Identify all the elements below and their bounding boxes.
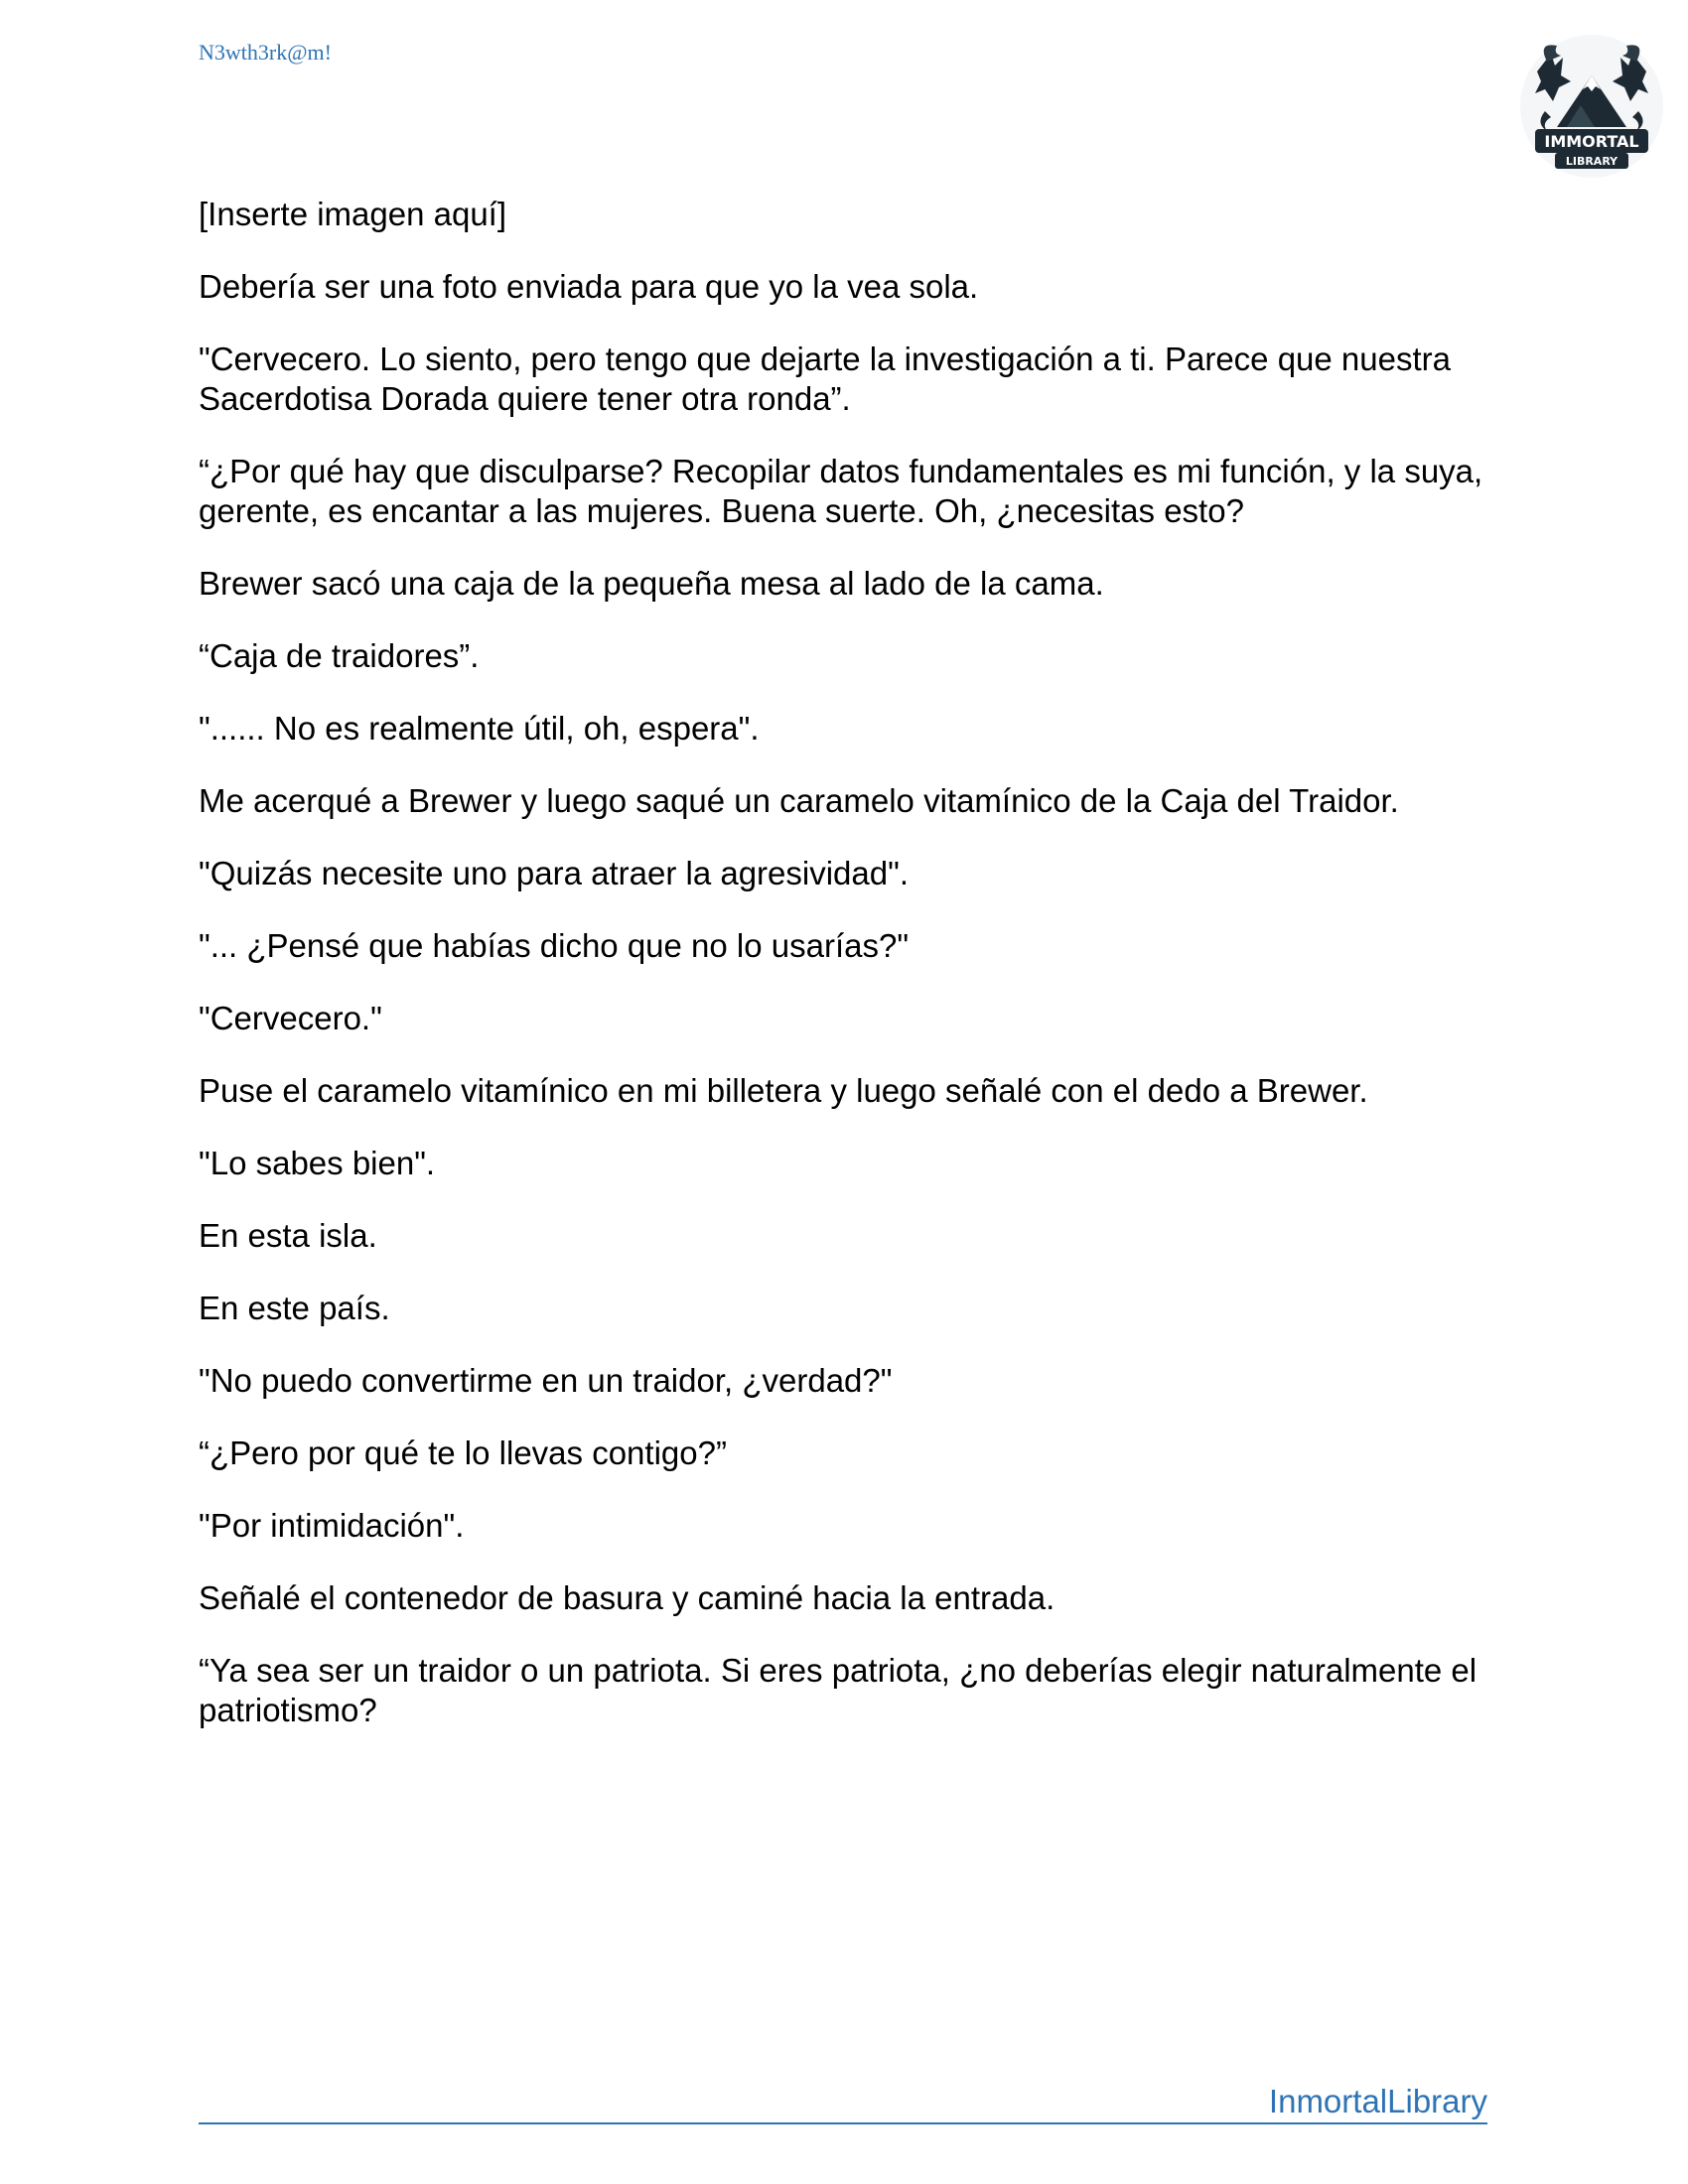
paragraph: [Inserte imagen aquí]	[199, 196, 507, 232]
paragraph: Puse el caramelo vitamínico en mi billetera y luego señalé con el dedo a Brewer.	[199, 1072, 1368, 1109]
document-body	[199, 195, 1489, 1763]
immortal-library-logo	[1517, 32, 1666, 181]
header-watermark: N3wth3rk@m!	[199, 40, 332, 65]
paragraph: "... ¿Pensé que habías dicho que no lo usarías?"	[199, 927, 910, 964]
footer-link[interactable]: InmortalLibrary	[199, 2081, 1487, 2124]
paragraph: Brewer sacó una caja de la pequeña mesa al lado de la cama.	[199, 565, 1104, 602]
paragraph: En esta isla.	[199, 1217, 377, 1254]
paragraph: "Cervecero. Lo siento, pero tengo que dejarte la investigación a ti. Parece que nuestra Sacerdotisa Dorada quiere tener otra ronda”.	[199, 341, 1451, 417]
logo-subtitle: LIBRARY	[1565, 155, 1618, 168]
paragraph: En este país.	[199, 1290, 390, 1326]
paragraph: “¿Pero por qué te lo llevas contigo?”	[199, 1434, 727, 1471]
paragraph: "Quizás necesite uno para atraer la agresividad".	[199, 855, 909, 891]
paragraph: “Caja de traidores”.	[199, 637, 480, 674]
paragraph: "Por intimidación".	[199, 1507, 465, 1544]
paragraph: Me acerqué a Brewer y luego saqué un caramelo vitamínico de la Caja del Traidor.	[199, 782, 1399, 819]
paragraph: “¿Por qué hay que disculparse? Recopilar datos fundamentales es mi función, y la suya, gerente, es encantar a las mujeres. Buena suerte. Oh, ¿necesitas esto?	[199, 453, 1483, 529]
logo-title: IMMORTAL	[1544, 132, 1639, 151]
paragraph: Debería ser una foto enviada para que yo la vea sola.	[199, 268, 979, 305]
paragraph: Señalé el contenedor de basura y caminé hacia la entrada.	[199, 1579, 1055, 1616]
paragraph: “Ya sea ser un traidor o un patriota. Si eres patriota, ¿no deberías elegir naturalmente el patriotismo?	[199, 1652, 1477, 1728]
paragraph: "Cervecero."	[199, 1000, 382, 1036]
paragraph: "No puedo convertirme en un traidor, ¿verdad?"	[199, 1362, 893, 1399]
paragraph: "...... No es realmente útil, oh, espera".	[199, 710, 760, 747]
paragraph: "Lo sabes bien".	[199, 1145, 436, 1181]
